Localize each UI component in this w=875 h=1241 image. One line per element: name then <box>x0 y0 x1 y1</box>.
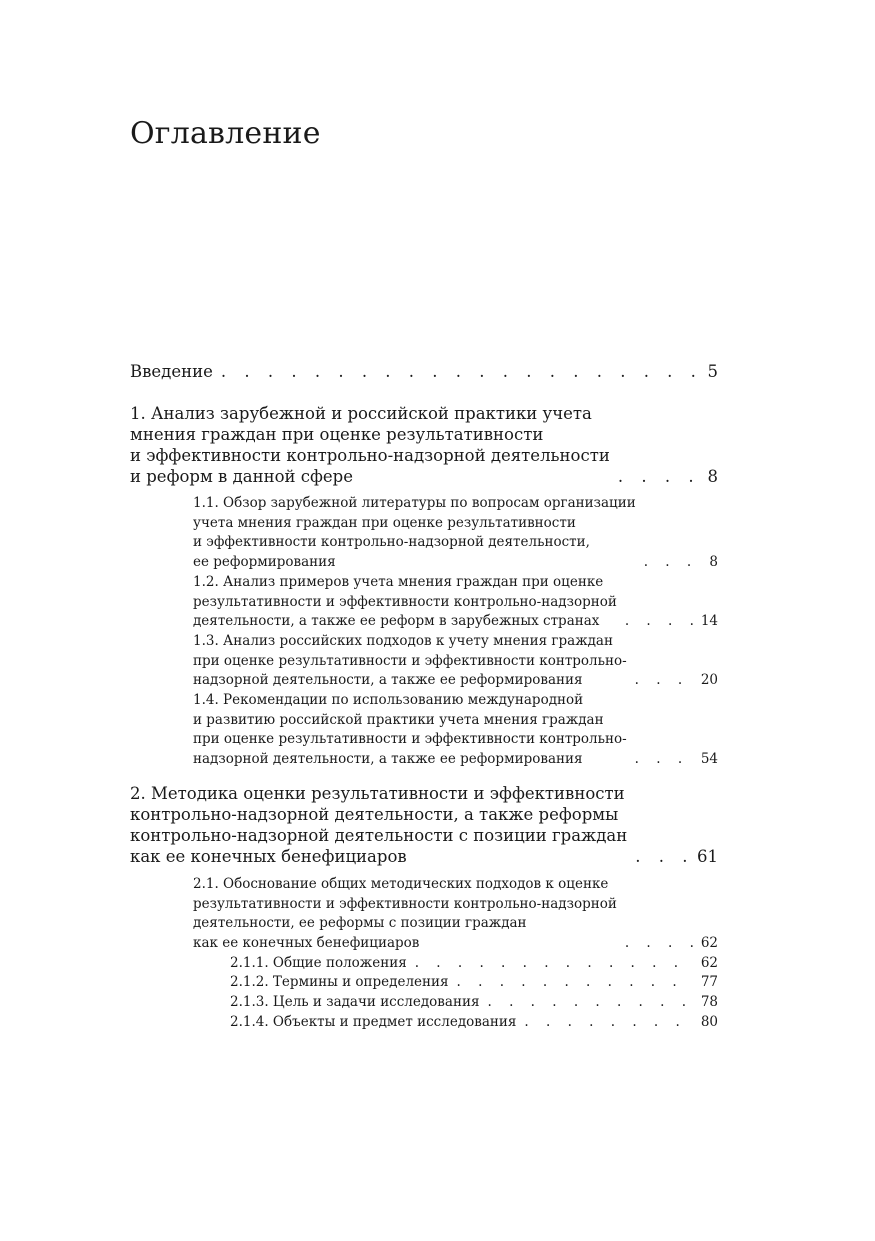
toc-entry-title <box>193 632 627 691</box>
toc-title-line: 2.1.4. Объекты и предмет исследования <box>230 1013 517 1030</box>
toc-page-number: 61 <box>697 846 718 866</box>
toc-page-number: 8 <box>709 554 718 571</box>
toc-title-line: ее реформирования <box>193 554 336 571</box>
toc-title-line: 1.2. Анализ примеров учета мнения граждан при оценке <box>193 573 604 590</box>
toc-entry-chapter-1[interactable] <box>130 403 718 487</box>
toc-entry-title <box>193 573 617 632</box>
toc-title-line: контрольно-надзорной деятельности с позиции граждан <box>130 825 628 845</box>
toc-title-line: 1.4. Рекомендации по использованию международной <box>193 692 584 709</box>
dot-leader <box>415 954 695 974</box>
dot-leader <box>221 361 702 382</box>
toc-entry-section-2-1-1[interactable] <box>130 954 718 974</box>
toc-entry-section-2-1[interactable] <box>130 875 718 954</box>
dot-leader <box>635 846 691 867</box>
toc-entry-title <box>230 1013 516 1033</box>
dot-leader <box>644 553 704 573</box>
toc-title-line: надзорной деятельности, а также ее реформирования <box>193 751 583 768</box>
toc-title-line: при оценке результативности и эффективности контрольно- <box>193 731 627 748</box>
toc-title-line: контрольно-надзорной деятельности, а также реформы <box>130 804 619 824</box>
toc-title-line: и развитию российской практики учета мнения граждан <box>193 711 604 728</box>
toc-entry-title <box>230 973 449 993</box>
toc-page-number: 62 <box>700 934 718 951</box>
toc-title-line: и реформ в данной сфере <box>130 467 354 486</box>
toc-page-number: 14 <box>700 613 718 630</box>
toc-title-line: как ее конечных бенефициаров <box>130 846 407 866</box>
toc-entry-title <box>193 691 627 770</box>
toc-title-line: мнения граждан при оценке результативности <box>130 425 544 444</box>
dot-leader <box>524 1013 694 1033</box>
page-title: Оглавление <box>130 116 321 151</box>
toc-title-line: и эффективности контрольно-надзорной деятельности, <box>193 534 590 551</box>
toc-entry-section-1-4[interactable] <box>130 691 718 770</box>
toc-title-line: 1.1. Обзор зарубежной литературы по вопросам организации <box>193 495 636 511</box>
toc-entry-section-1-3[interactable] <box>130 632 718 691</box>
toc-page-number: 20 <box>700 672 718 689</box>
toc-title-line: 2.1.3. Цель и задачи исследования <box>230 994 480 1011</box>
toc-page-number: 8 <box>707 467 718 486</box>
toc-page-number: 54 <box>700 751 718 768</box>
toc-title-line: и эффективности контрольно-надзорной деятельности <box>130 446 610 465</box>
toc-page-number: 78 <box>700 994 718 1011</box>
toc-title-line: 1.3. Анализ российских подходов к учету мнения граждан <box>193 632 613 649</box>
toc-entry-title <box>230 993 479 1013</box>
dot-leader <box>618 466 702 487</box>
toc-entry-section-1-1[interactable] <box>130 494 718 573</box>
table-of-contents <box>130 361 718 1032</box>
toc-entry-section-1-2[interactable] <box>130 573 718 632</box>
dot-leader <box>625 612 695 632</box>
toc-title-line: деятельности, а также ее реформ в зарубежных странах <box>193 613 600 630</box>
toc-title-line: результативности и эффективности контрольно-надзорной <box>193 593 617 610</box>
toc-title-line: 2.1.1. Общие положения <box>230 954 407 971</box>
toc-title-line: 2.1.2. Термины и определения <box>230 974 449 991</box>
toc-entry-title <box>130 783 627 867</box>
toc-title-line: 2.1. Обоснование общих методических подходов к оценке <box>193 875 609 892</box>
dot-leader <box>625 934 695 954</box>
toc-entry-introduction[interactable] <box>130 361 718 382</box>
toc-title-line: учета мнения граждан при оценке результативности <box>193 514 576 531</box>
dot-leader <box>635 750 695 770</box>
toc-page-number: 5 <box>707 362 718 381</box>
dot-leader <box>635 671 695 691</box>
toc-title-line: 2. Методика оценки результативности и эффективности <box>130 783 625 803</box>
toc-entry-section-2-1-2[interactable] <box>130 973 718 993</box>
toc-page-number: 80 <box>700 1013 718 1030</box>
toc-title-line: результативности и эффективности контрольно-надзорной <box>193 895 617 912</box>
toc-entry-chapter-2[interactable] <box>130 783 718 867</box>
toc-entry-title <box>130 403 610 487</box>
dot-leader <box>487 993 694 1013</box>
toc-title-line: как ее конечных бенефициаров <box>193 934 420 951</box>
toc-title-line: надзорной деятельности, а также ее реформирования <box>193 672 583 689</box>
toc-title-line: Введение <box>130 362 213 381</box>
toc-entry-title <box>193 875 617 954</box>
toc-entry-title <box>130 361 213 382</box>
toc-entry-section-2-1-4[interactable] <box>130 1013 718 1033</box>
toc-entry-title <box>230 954 407 974</box>
toc-page-number: 62 <box>700 954 718 971</box>
toc-title-line: деятельности, ее реформы с позиции граждан <box>193 915 527 932</box>
toc-title-line: 1. Анализ зарубежной и российской практики учета <box>130 404 592 423</box>
toc-title-line: при оценке результативности и эффективности контрольно- <box>193 652 627 669</box>
toc-entry-title <box>193 494 636 573</box>
dot-leader <box>457 973 695 993</box>
toc-page-number: 77 <box>700 974 718 991</box>
toc-entry-section-2-1-3[interactable] <box>130 993 718 1013</box>
